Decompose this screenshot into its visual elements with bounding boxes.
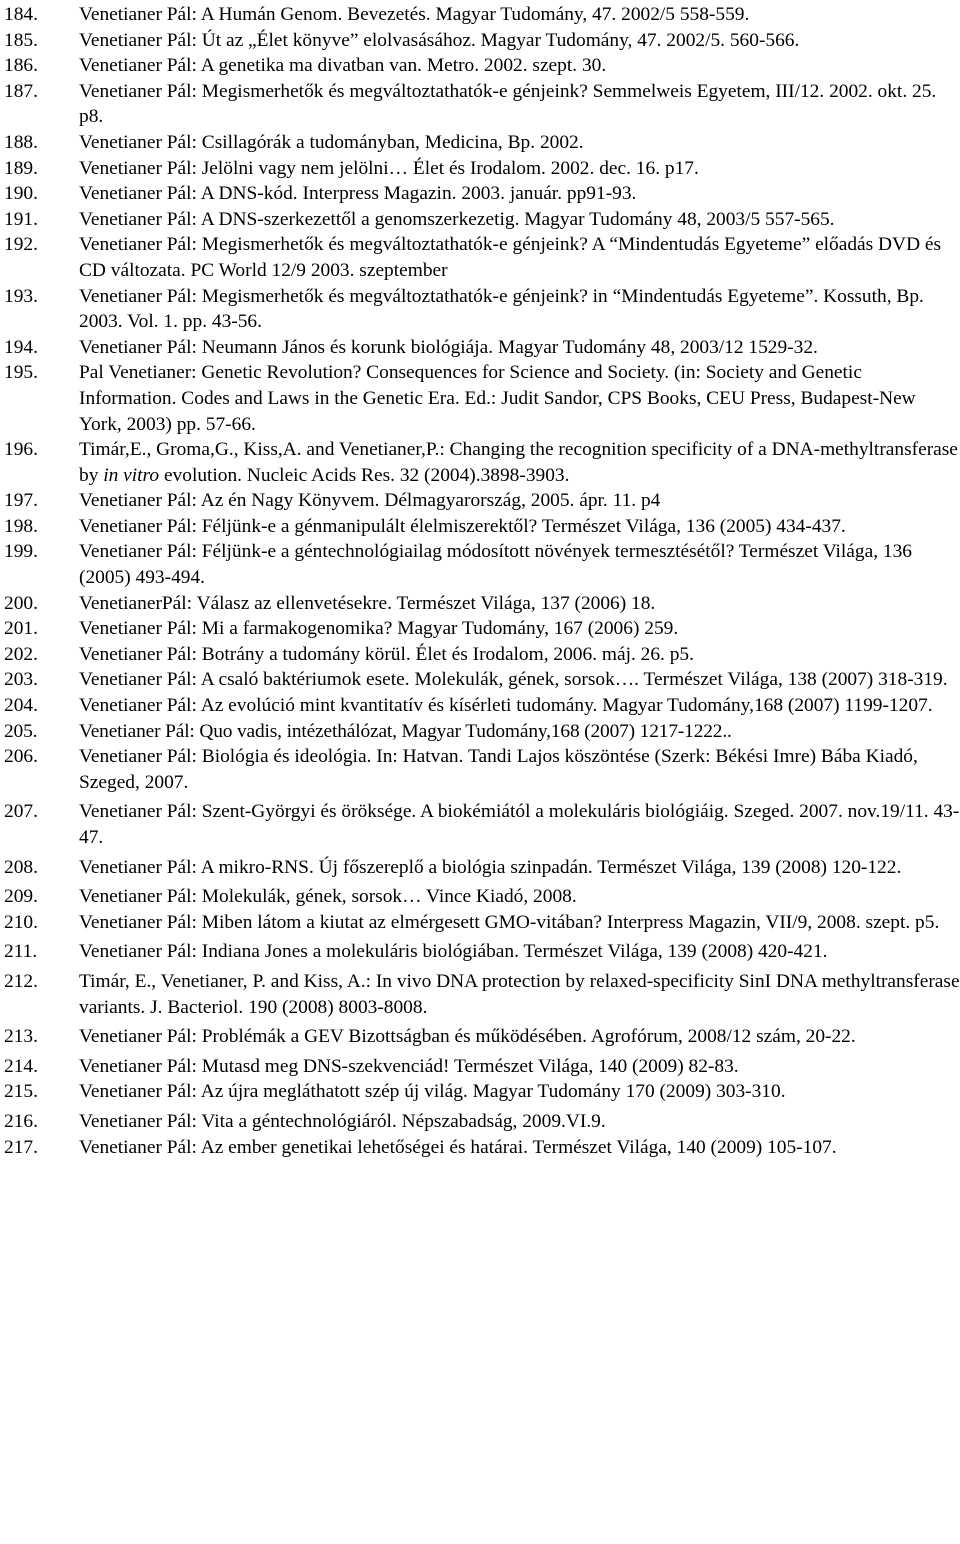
- reference-number: 185.: [4, 29, 38, 51]
- reference-text: Venetianer Pál: Jelölni vagy nem jelölni… Élet és Irodalom. 2002. dec. 16. p17.: [79, 157, 699, 179]
- reference-item-200: [4, 591, 960, 617]
- reference-item-204: [4, 693, 960, 719]
- reference-text: Venetianer Pál: Az újra megláthatott szép új világ. Magyar Tudomány 170 (2009) 303-310.: [79, 1081, 786, 1103]
- reference-item-191: [4, 207, 960, 233]
- reference-number: 200.: [4, 592, 38, 614]
- reference-item-208: [4, 855, 960, 881]
- reference-number: 206.: [4, 746, 38, 768]
- reference-item-195: [4, 360, 960, 437]
- reference-number: 189.: [4, 157, 38, 179]
- reference-text: [79, 437, 960, 488]
- reference-item-212: [4, 969, 960, 1020]
- reference-item-203: [4, 667, 960, 693]
- reference-item-184: [4, 2, 960, 28]
- reference-item-216: [4, 1109, 960, 1135]
- reference-item-197: [4, 488, 960, 514]
- reference-number: 214.: [4, 1055, 38, 1077]
- reference-text: Venetianer Pál: Botrány a tudomány körül. Élet és Irodalom, 2006. máj. 26. p5.: [79, 643, 694, 665]
- reference-item-198: [4, 514, 960, 540]
- reference-item-189: [4, 156, 960, 182]
- reference-text: Venetianer Pál: Megismerhetők és megváltoztathatók-e génjeink? A “Mindentudás Egyeteme” előadás DVD és CD változata. PC World 12/9 2003. szeptember: [79, 234, 942, 281]
- reference-text: Venetianer Pál: Quo vadis, intézethálózat, Magyar Tudomány,168 (2007) 1217-1222..: [79, 720, 732, 742]
- reference-number: 191.: [4, 208, 38, 230]
- reference-text: Venetianer Pál: Mi a farmakogenomika? Magyar Tudomány, 167 (2006) 259.: [79, 618, 679, 640]
- reference-number: 199.: [4, 541, 38, 563]
- reference-number: 211.: [4, 941, 38, 963]
- reference-text: Venetianer Pál: A mikro-RNS. Új főszereplő a biológia szinpadán. Természet Világa, 139 (2008) 120-122.: [79, 856, 902, 878]
- reference-item-188: [4, 130, 960, 156]
- reference-text: Venetianer Pál: Megismerhetők és megváltoztathatók-e génjeink? in “Mindentudás Egyeteme”. Kossuth, Bp. 2003. Vol. 1. pp. 43-56.: [79, 285, 924, 333]
- reference-text: Venetianer Pál: A csaló baktériumok esete. Molekulák, gének, sorsok…. Természet Világa, 138 (2007) 318-319.: [79, 669, 948, 691]
- reference-number: 213.: [4, 1026, 38, 1048]
- reference-text: Venetianer Pál: Miben látom a kiutat az elmérgesett GMO-vitában? Interpress Magazin, VII/9, 2008. szept. p5.: [79, 911, 940, 933]
- reference-number: 186.: [4, 55, 38, 77]
- reference-number: 194.: [4, 336, 38, 358]
- reference-text-part: Timár,E., Groma,G., Kiss,A. and Venetianer,P.: Changing the recognition specificity of a DNA-methyltransferase by: [79, 439, 958, 486]
- reference-item-201: [4, 616, 960, 642]
- reference-number: 215.: [4, 1081, 38, 1103]
- reference-item-192: [4, 232, 960, 283]
- reference-text: Venetianer Pál: Csillagórák a tudományban, Medicina, Bp. 2002.: [79, 131, 584, 153]
- reference-item-185: [4, 28, 960, 54]
- reference-text: Venetianer Pál: Az én Nagy Könyvem. Délmagyarország, 2005. ápr. 11. p4: [79, 490, 661, 512]
- reference-number: 196.: [4, 439, 38, 461]
- reference-number: 184.: [4, 4, 38, 25]
- reference-text-part: evolution. Nucleic Acids Res. 32 (2004).3898-3903.: [159, 464, 570, 486]
- reference-item-211: [4, 939, 960, 965]
- reference-item-187: [4, 79, 960, 130]
- reference-text: Venetianer Pál: Indiana Jones a molekuláris biológiában. Természet Világa, 139 (2008) 420-421.: [79, 941, 828, 963]
- reference-number: 217.: [4, 1136, 38, 1158]
- reference-text: Venetianer Pál: Megismerhetők és megváltoztathatók-e génjeink? Semmelweis Egyetem, III/12. 2002. okt. 25. p8.: [79, 80, 937, 128]
- reference-number: 197.: [4, 490, 38, 512]
- reference-number: 209.: [4, 886, 38, 908]
- reference-item-186: [4, 53, 960, 79]
- reference-text: Venetianer Pál: A DNS-kód. Interpress Magazin. 2003. január. pp91-93.: [79, 183, 637, 205]
- reference-item-217: [4, 1135, 960, 1161]
- reference-item-210: [4, 910, 960, 936]
- reference-text: Venetianer Pál: Biológia és ideológia. In: Hatvan. Tandi Lajos köszöntése (Szerk: Békési Imre) Bába Kiadó, Szeged, 2007.: [79, 746, 918, 793]
- reference-number: 187.: [4, 80, 38, 102]
- reference-text: Timár, E., Venetianer, P. and Kiss, A.: In vivo DNA protection by relaxed-specificity SinI DNA methyltransferase variants. J. Bacteriol. 190 (2008) 8003-8008.: [79, 970, 960, 1018]
- reference-item-190: [4, 181, 960, 207]
- reference-item-196: [4, 437, 960, 488]
- reference-text: Venetianer Pál: Féljünk-e a géntechnológiailag módosított növények termesztésétől? Természet Világa, 136 (2005) 493-494.: [79, 541, 912, 589]
- reference-item-202: [4, 642, 960, 668]
- reference-number: 208.: [4, 856, 38, 878]
- reference-item-205: [4, 719, 960, 745]
- reference-item-194: [4, 335, 960, 361]
- reference-text: Venetianer Pál: A DNS-szerkezettől a genomszerkezetig. Magyar Tudomány 48, 2003/5 557-565.: [79, 208, 835, 230]
- reference-text: Venetianer Pál: Molekulák, gének, sorsok… Vince Kiadó, 2008.: [79, 886, 577, 908]
- reference-number: 210.: [4, 911, 38, 933]
- reference-number: 195.: [4, 362, 38, 384]
- reference-text: Venetianer Pál: Vita a géntechnológiáról. Népszabadság, 2009.VI.9.: [79, 1110, 606, 1132]
- reference-text: VenetianerPál: Válasz az ellenvetésekre. Természet Világa, 137 (2006) 18.: [79, 592, 656, 614]
- reference-text: Venetianer Pál: Problémák a GEV Bizottságban és működésében. Agrofórum, 2008/12 szám, 20-22.: [79, 1026, 856, 1048]
- reference-item-214: [4, 1054, 960, 1080]
- reference-item-207: [4, 799, 960, 850]
- reference-number: 201.: [4, 618, 38, 640]
- reference-text: Venetianer Pál: Szent-Györgyi és öröksége. A biokémiától a molekuláris biológiáig. Szeged. 2007. nov.19/11. 43-47.: [79, 801, 960, 848]
- reference-number: 203.: [4, 669, 38, 691]
- reference-text: Venetianer Pál: Az ember genetikai lehetőségei és határai. Természet Világa, 140 (2009) 105-107.: [79, 1136, 837, 1158]
- reference-number: 204.: [4, 695, 38, 717]
- reference-item-209: [4, 884, 960, 910]
- reference-text-italic: in vitro: [103, 464, 160, 486]
- reference-number: 216.: [4, 1110, 38, 1132]
- reference-item-215: [4, 1079, 960, 1105]
- reference-item-193: [4, 284, 960, 335]
- reference-text: Venetianer Pál: Féljünk-e a génmanipulált élelmiszerektől? Természet Világa, 136 (2005) 434-437.: [79, 515, 846, 537]
- reference-number: 198.: [4, 515, 38, 537]
- reference-item-199: [4, 539, 960, 590]
- reference-number: 188.: [4, 131, 38, 153]
- reference-number: 212.: [4, 970, 38, 992]
- reference-item-213: [4, 1024, 960, 1050]
- reference-number: 205.: [4, 720, 38, 742]
- reference-number: 202.: [4, 643, 38, 665]
- reference-item-206: [4, 744, 960, 795]
- reference-text: Venetianer Pál: Az evolúció mint kvantitatív és kísérleti tudomány. Magyar Tudomány,168 (2007) 1199-1207.: [79, 695, 933, 717]
- reference-number: 193.: [4, 285, 38, 307]
- reference-text: Venetianer Pál: Út az „Élet könyve” elolvasásához. Magyar Tudomány, 47. 2002/5. 560-566.: [79, 29, 800, 51]
- reference-number: 207.: [4, 801, 38, 823]
- reference-text: Pal Venetianer: Genetic Revolution? Consequences for Science and Society. (in: Society and Genetic Information. Codes and Laws in the Genetic Era. Ed.: Judit Sandor, CPS Books, CEU Press, Budapest-New York, 2003) pp. 57-66.: [79, 362, 916, 435]
- reference-text: Venetianer Pál: Mutasd meg DNS-szekvenciád! Természet Világa, 140 (2009) 82-83.: [79, 1055, 739, 1077]
- reference-text: Venetianer Pál: A Humán Genom. Bevezetés. Magyar Tudomány, 47. 2002/5 558-559.: [79, 4, 750, 25]
- reference-list: [4, 2, 960, 1160]
- reference-number: 192.: [4, 234, 38, 256]
- reference-text: Venetianer Pál: A genetika ma divatban van. Metro. 2002. szept. 30.: [79, 55, 607, 77]
- reference-text: Venetianer Pál: Neumann János és korunk biológiája. Magyar Tudomány 48, 2003/12 1529-32.: [79, 336, 818, 358]
- reference-number: 190.: [4, 183, 38, 205]
